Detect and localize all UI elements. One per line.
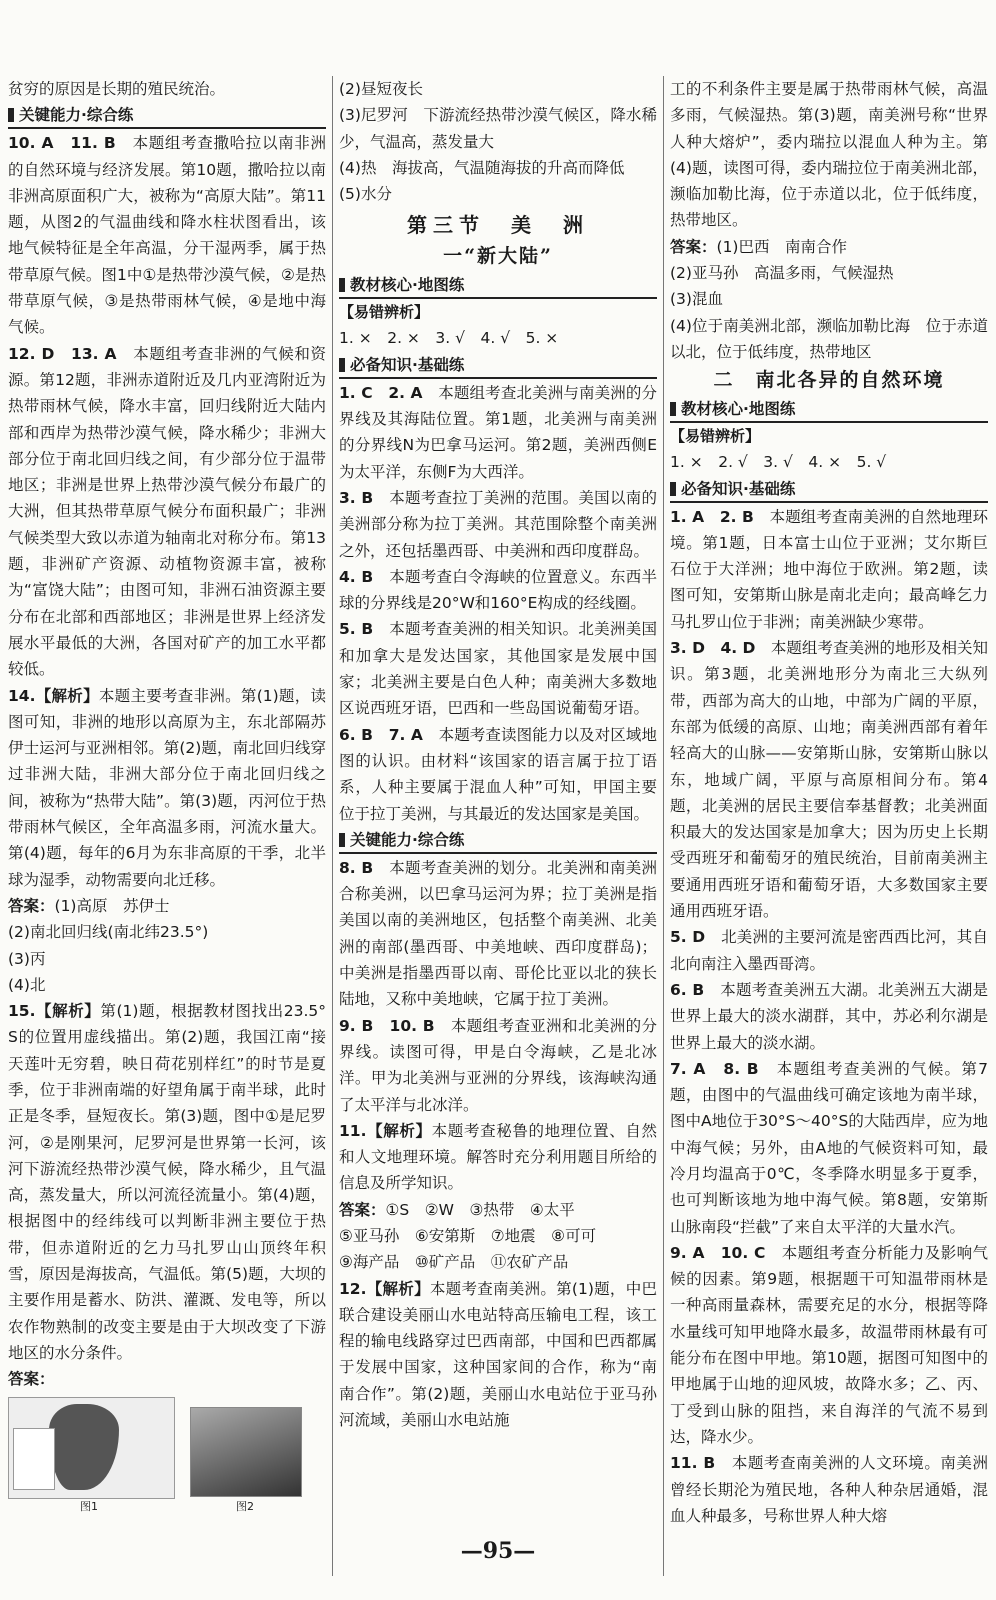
lesson-title: 一“新大陆” xyxy=(443,245,553,268)
answer-paragraph xyxy=(339,485,657,564)
answer-label: 答案： xyxy=(339,1200,386,1219)
column-2 xyxy=(339,76,657,1433)
answer-key: 9. B 10. B xyxy=(339,1016,435,1035)
section-header-label: 必备知识·基础练 xyxy=(350,355,465,374)
subsection-label: 【易错辨析】 xyxy=(339,303,430,322)
answer-value: (1)高原 苏伊士 xyxy=(54,896,170,915)
answer-line: (3)尼罗河 下游流经热带沙漠气候区，降水稀少，气温高，蒸发量大 xyxy=(339,106,657,151)
text-paragraph: 贫穷的原因是长期的殖民统治。 xyxy=(8,80,226,98)
answer-paragraph xyxy=(670,1056,988,1240)
answer-line xyxy=(8,1366,326,1392)
answer-line: 1. × 2. √ 3. √ 4. × 5. √ xyxy=(670,453,887,472)
answer-paragraph xyxy=(339,1118,657,1197)
text-paragraph: 工的不利条件主要是属于热带雨林气候，高温多雨，气候湿热。第(3)题，南美洲号称“世界人种大熔炉”，委内瑞拉以混血人种为主。第(4)题，读图可得，委内瑞拉位于南美洲北部，濒临加勒比海，位于赤道以北，位于低纬度，热带地区。 xyxy=(670,80,988,230)
answer-explanation: 本题组考查北美洲与南美洲的分界线及其海陆位置。第1题，北美洲与南美洲的分界线N为巴拿马运河。第2题，美洲西侧E为太平洋，东侧F为大西洋。 xyxy=(339,383,657,481)
answer-explanation: 北美洲的主要河流是密西西比河，其自北向南注入墨西哥湾。 xyxy=(670,928,988,973)
answer-paragraph xyxy=(339,616,657,721)
answer-line: (4)热 海拔高，气温随海拔的升高而降低 xyxy=(339,158,625,177)
header-bar-icon xyxy=(339,833,345,847)
answer-line xyxy=(339,1197,657,1223)
answer-line: 1. × 2. × 3. √ 4. √ 5. × xyxy=(339,329,559,348)
answer-key: 3. D 4. D xyxy=(670,639,756,658)
answer-line: (4)位于南美洲北部，濒临加勒比海 位于赤道以北，位于低纬度，热带地区 xyxy=(670,316,988,361)
answer-explanation: 本题考查读图能力以及对区域地图的认识。由材料“该国家的语言属于拉丁语系，人种主要属于混血人种”可知，甲国主要位于拉丁美洲，与其最近的发达国家是美国。 xyxy=(339,725,657,823)
answer-key: 3. B xyxy=(339,488,374,507)
africa-map-icon xyxy=(49,1404,119,1490)
answer-line: (3)混血 xyxy=(670,290,723,309)
photo-figure xyxy=(190,1407,302,1497)
answer-line xyxy=(670,234,988,260)
answer-key: 12. D 13. A xyxy=(8,344,117,363)
answer-key: 7. A 8. B xyxy=(670,1059,759,1078)
column-1 xyxy=(8,76,326,1512)
answer-paragraph xyxy=(8,130,326,340)
section-header xyxy=(339,273,657,299)
answer-explanation: 本题组考查美洲的气候。第7题，由图中的气温曲线可确定该地为南半球，图中A地位于30°S～40°S的大陆西岸，应为地中海气候；另外，由A地的气候资料可知，最冷月均温高于0℃，冬季降水明显多于夏季，也可判断该地为地中海气候。第8题，安第斯山脉南段“拦截”了来自太平洋的大量水汽。 xyxy=(670,1059,988,1236)
answer-paragraph xyxy=(339,380,657,485)
section-header xyxy=(8,103,326,129)
answer-line: (4)北 xyxy=(8,975,46,994)
answer-explanation: 本题组考查撒哈拉以南非洲的自然环境与经济发展。第10题，撒哈拉以南非洲高原面积广大，被称为“高原大陆”。第11题，从图2的气温曲线和降水柱状图看出，该地气候特征是全年高温，分干湿两季，属于热带草原气候。图1中①是热带沙漠气候，②是热带草原气候，③是热带雨林气候，④是地中海气候。 xyxy=(8,134,326,337)
answer-explanation: 本题考查美洲五大湖。北美洲五大湖是世界上最大的淡水湖群，其中，苏必利尔湖是世界上最大的淡水湖。 xyxy=(670,980,988,1052)
answer-explanation: 本题考查南美洲。第(1)题，中巴联合建设美丽山水电站特高压输电工程，该工程的输电线路穿过巴西南部，中国和巴西都属于发展中国家，这种国家间的合作，称为“南南合作”。第(2)题，美丽山水电站位于亚马孙河流域，美丽山水电站施 xyxy=(339,1279,657,1430)
answer-key: 11.【解析】 xyxy=(339,1121,432,1140)
answer-key: 8. B xyxy=(339,858,374,877)
answer-label: 答案： xyxy=(670,237,717,256)
section-header-label: 关键能力·综合练 xyxy=(350,830,465,849)
answer-line: (2)昼短夜长 xyxy=(339,80,423,98)
answer-paragraph xyxy=(339,855,657,1013)
africa-map-figure xyxy=(8,1397,175,1499)
answer-line: (5)水分 xyxy=(339,185,392,204)
answer-line: (2)亚马孙 高温多雨，气候湿热 xyxy=(670,264,894,283)
section-header xyxy=(339,828,657,854)
answer-key: 5. D xyxy=(670,928,706,947)
answer-line: (3)丙 xyxy=(8,949,46,968)
answer-paragraph xyxy=(8,341,326,683)
answer-explanation: 本题组考查分析能力及影响气候的因素。第9题，根据题干可知温带雨林是一种高雨量森林，需要充足的水分，根据等降水量线可知甲地降水最多，故温带雨林最有可能分布在图中甲地。第10题，据图可知图中的甲地属于山地的迎风坡，故降水多；乙、丙、丁受到山脉的阻挡，来自海洋的气流不易到达，降水少。 xyxy=(670,1243,988,1446)
answer-key: 15.【解析】 xyxy=(8,1002,101,1021)
answer-explanation: 本题组考查亚洲和北美洲的分界线。读图可得，甲是白令海峡，乙是北冰洋。甲为北美洲与亚洲的分界线，该海峡沟通了太平洋与北冰洋。 xyxy=(339,1016,657,1114)
answer-key: 9. A 10. C xyxy=(670,1243,766,1262)
answer-line: ⑨海产品 ⑩矿产品 ⑪农矿产品 xyxy=(339,1253,569,1272)
answer-key: 12.【解析】 xyxy=(339,1279,430,1298)
answer-paragraph xyxy=(670,635,988,924)
answer-line: (2)南北回归线(南北纬23.5°) xyxy=(8,923,209,942)
section-header xyxy=(670,477,988,503)
answer-key: 14.【解析】 xyxy=(8,686,99,705)
answer-paragraph xyxy=(8,998,326,1366)
answer-label: 答案： xyxy=(8,1370,55,1389)
answer-key: 10. A 11. B xyxy=(8,134,116,153)
answer-value: (1)巴西 南南合作 xyxy=(716,237,847,256)
answer-label: 答案： xyxy=(8,896,55,915)
answer-explanation: 本题主要考查非洲。第(1)题，读图可知，非洲的地形以高原为主，东北部隔苏伊士运河与亚洲相邻。第(2)题，南北回归线穿过非洲大陆，非洲大部分位于南北回归线之间，被称为“热带大陆”。第(3)题，丙河位于热带雨林气候区，全年高温多雨，河流水量大。第(4)题，每年的6月为东非高原的干季，北半球为湿季，动物需要向北迁移。 xyxy=(8,686,326,889)
answer-explanation: 本题组考查美洲的地形及相关知识。第3题，北美洲地形分为南北三大纵列带，西部为高大的山地，中部为广阔的平原，东部为低缓的高原、山地；南美洲西部有着年轻高大的山脉——安第斯山脉，安第斯山脉以东，地域广阔，平原与高原相间分布。第4题，北美洲的居民主要信奉基督教；北美洲面积最大的发达国家是加拿大；因为历史上长期受西班牙和葡萄牙的殖民统治，目前南美洲主要通用西班牙语和葡萄牙语，大多数国家主要通用西班牙语。 xyxy=(670,639,988,921)
answer-explanation: 本题考查拉丁美洲的范围。美国以南的美洲部分称为拉丁美洲。其范围除整个南美洲之外，还包括墨西哥、中美洲和西印度群岛。 xyxy=(339,488,657,560)
answer-explanation: 第(1)题，根据教材图找出23.5°S的位置用虚线描出。第(2)题，我国江南“接天莲叶无穷碧，映日荷花别样红”的时节是夏季，位于非洲南端的好望角属于南半球，此时正是冬季，昼短夜长。第(3)题，图中①是尼罗河，②是刚果河，尼罗河是世界第一长河，该河下游流经热带沙漠气候，降水稀少，且气温高，蒸发量大，所以河流径流量小。第(4)题，根据图中的经纬线可以判断非洲主要位于热带，但赤道附近的乞力马扎罗山山顶终年积雪，原因是海拔高，气温低。第(5)题，大坝的主要作用是蓄水、防洪、灌溉、发电等，所以农作物熟制的改变主要是由于大坝改变了下游地区的水分条件。 xyxy=(8,1002,326,1362)
header-bar-icon xyxy=(670,402,676,416)
answer-explanation: 本题考查秘鲁的地理位置、自然和人文地理环境。解答时充分利用题目所给的信息及所学知识。 xyxy=(339,1121,657,1193)
answer-paragraph xyxy=(339,722,657,827)
page-number: —95— xyxy=(460,1538,536,1564)
column-3 xyxy=(670,76,988,1529)
map-legend xyxy=(13,1428,55,1490)
subsection-label: 【易错辨析】 xyxy=(670,427,761,446)
answer-paragraph xyxy=(339,564,657,617)
figure-caption: 图2 xyxy=(236,1499,254,1513)
answer-line xyxy=(8,893,326,919)
answer-paragraph xyxy=(670,1240,988,1450)
section-header-label: 教材核心·地图练 xyxy=(350,276,465,295)
answer-value: ①S ②W ③热带 ④太平 xyxy=(385,1200,575,1219)
answer-key: 11. B xyxy=(670,1454,716,1473)
answer-paragraph xyxy=(339,1276,657,1434)
answer-figures xyxy=(8,1397,326,1512)
answer-key: 5. B xyxy=(339,620,374,639)
answer-explanation: 本题考查美洲的划分。北美洲和南美洲合称美洲，以巴拿马运河为界；拉丁美洲是指美国以南的美洲地区，包括整个南美洲、北美洲的南部(墨西哥、中美地峡、西印度群岛)；中美洲是指墨西哥以南、哥伦比亚以北的狭长陆地，又称中美地峡，它属于拉丁美洲。 xyxy=(339,858,657,1009)
answer-explanation: 本题组考查南美洲的自然地理环境。第1题，日本富士山位于亚洲；艾尔斯巨石位于大洋洲；地中海位于欧洲。第2题，读图可知，安第斯山脉是南北走向；最高峰乞力马扎罗山位于非洲；南美洲缺少寒带。 xyxy=(670,507,988,631)
answer-paragraph xyxy=(670,977,988,1056)
answer-paragraph xyxy=(670,1450,988,1529)
header-bar-icon xyxy=(8,108,14,122)
column-divider-1 xyxy=(332,76,333,1576)
answer-key: 1. C 2. A xyxy=(339,383,423,402)
answer-explanation: 本题考查美洲的相关知识。北美洲美国和加拿大是发达国家，其他国家是发展中国家；北美洲主要是白色人种；南美洲大多数地区说西班牙语，巴西和一些岛国说葡萄牙语。 xyxy=(339,620,657,718)
answer-explanation: 本题考查白令海峡的位置意义。东西半球的分界线是20°W和160°E构成的经线圈。 xyxy=(339,567,657,613)
section-header-label: 教材核心·地图练 xyxy=(681,400,796,419)
figure-caption: 图1 xyxy=(80,1499,98,1513)
section-header-label: 关键能力·综合练 xyxy=(19,106,134,125)
answer-line: ⑤亚马孙 ⑥安第斯 ⑦地震 ⑧可可 xyxy=(339,1226,597,1245)
header-bar-icon xyxy=(670,482,676,496)
section-title: 第三节 美 洲 xyxy=(407,213,589,238)
answer-paragraph xyxy=(670,504,988,635)
answer-paragraph xyxy=(339,1013,657,1118)
section-header xyxy=(339,353,657,379)
answer-explanation: 本题组考查非洲的气候和资源。第12题，非洲赤道附近及几内亚湾附近为热带雨林气候，降水丰富，回归线附近大陆内部和西岸为热带沙漠气候，降水稀少；非洲大部分位于南北回归线之间，有少部分位于温带地区；非洲是世界上热带沙漠气候分布最广的大洲，但其热带草原气候分布面积最广；非洲气候类型大致以赤道为轴南北对称分布。第13题，非洲矿产资源、动植物资源丰富，被称为“富饶大陆”；由图可知，非洲石油资源主要分布在北部和西部地区；非洲是世界上经济发展水平最低的大洲，各国对矿产的加工水平都较低。 xyxy=(8,344,326,679)
header-bar-icon xyxy=(339,358,345,372)
answer-key: 1. A 2. B xyxy=(670,507,754,526)
answer-key: 4. B xyxy=(339,567,374,586)
answer-explanation: 本题考查南美洲的人文环境。南美洲曾经长期沦为殖民地，各种人种杂居通婚，混血人种最多，号称世界人种大熔 xyxy=(670,1454,988,1525)
column-divider-2 xyxy=(663,76,664,1576)
section-header xyxy=(670,397,988,423)
answer-key: 6. B 7. A xyxy=(339,725,423,744)
section-header-label: 必备知识·基础练 xyxy=(681,479,796,498)
answer-paragraph xyxy=(670,924,988,977)
answer-paragraph xyxy=(8,683,326,893)
header-bar-icon xyxy=(339,278,345,292)
lesson-title: 二 南北各异的自然环境 xyxy=(713,369,945,392)
answer-key: 6. B xyxy=(670,980,705,999)
